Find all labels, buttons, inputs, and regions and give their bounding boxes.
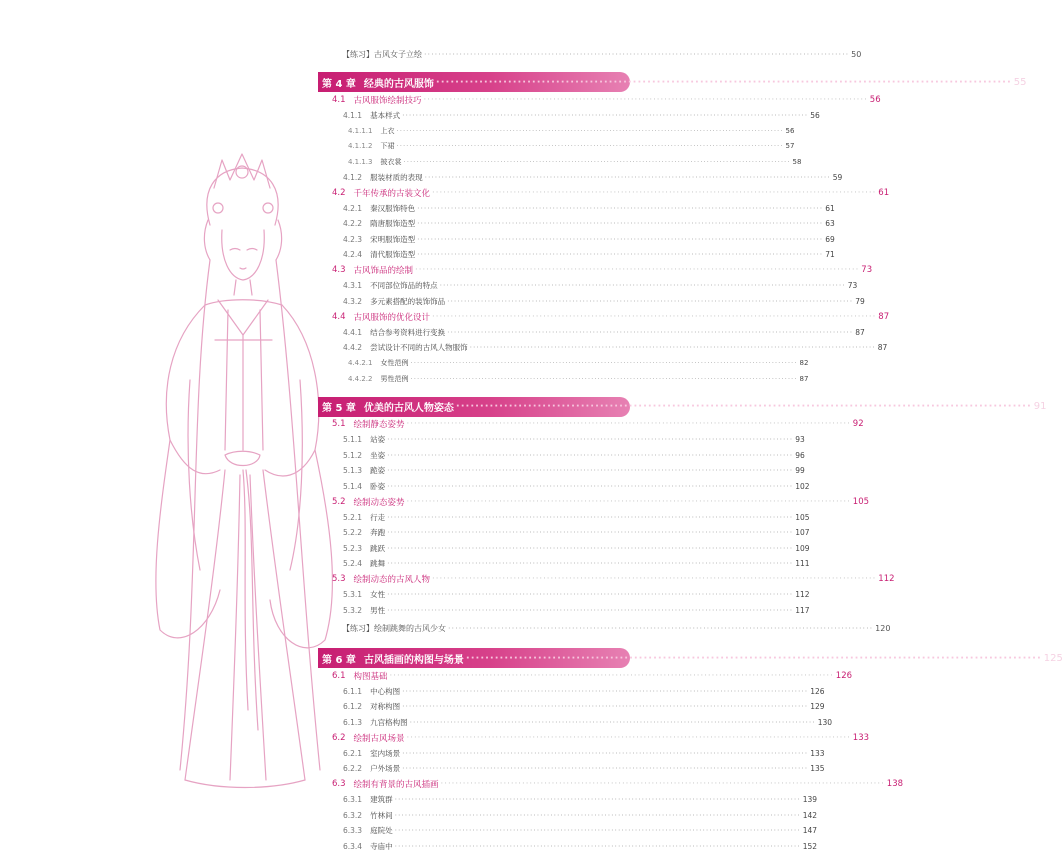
toc-entry-page-number: 105 (853, 497, 869, 507)
toc-entry-title: 卧姿 (370, 481, 385, 492)
toc-entry-number: 6.3.2 (343, 811, 362, 820)
toc-entry-title: 站姿 (370, 434, 385, 445)
toc-sub-entry[interactable] (318, 525, 630, 541)
toc-entry-title: 千年传承的古装文化 (354, 187, 431, 199)
toc-entry-number: 4.2.3 (343, 235, 362, 244)
toc-sub-entry[interactable] (318, 340, 630, 356)
dot-leader: ························································································································ (395, 842, 801, 851)
toc-entry-page-number: 79 (855, 297, 865, 306)
toc-entry-title: 古风服饰的优化设计 (354, 311, 431, 323)
toc-entry-page-number: 126 (810, 687, 824, 696)
toc-entry-title: 绘制动态的古风人物 (354, 573, 431, 585)
toc-entry-page-number: 107 (795, 528, 809, 537)
toc-entry-title: 绘制静态姿势 (354, 418, 405, 430)
toc-entry-number: 5.2 (332, 497, 346, 507)
toc-sub-entry[interactable] (318, 603, 630, 619)
toc-entry-number: 4.2.2 (343, 219, 362, 228)
toc-entry-number: 4.1 (332, 95, 346, 105)
toc-entry-page-number: 99 (795, 466, 805, 475)
toc-entry-page-number: 133 (853, 733, 869, 743)
toc-entry-page-number: 87 (878, 343, 888, 352)
toc-entry-title: 【练习】古风女子立绘 (342, 49, 422, 60)
toc-entry-title: 不同部位饰品的特点 (370, 280, 438, 291)
toc-entry-number: 6.3.4 (343, 842, 362, 851)
toc-entry-page-number: 56 (786, 127, 795, 135)
toc-entry-number: 4.1.1.1 (348, 127, 373, 135)
toc-entry-number: 第 6 章 (322, 651, 356, 666)
toc-entry-page-number: 92 (853, 419, 864, 429)
toc-sub-entry[interactable] (318, 715, 630, 731)
toc-entry-number: 6.1 (332, 671, 346, 681)
toc-entry-number: 第 5 章 (322, 399, 356, 414)
toc-entry-title: 女性范例 (381, 358, 409, 368)
toc-entry-number: 5.1.3 (343, 466, 362, 475)
toc-entry-number: 4.1.1.2 (348, 142, 373, 150)
toc-entry-title: 跳舞 (370, 558, 385, 569)
toc-sub-entry[interactable] (318, 684, 630, 700)
dot-leader: ························································································································ (470, 343, 876, 352)
toc-entry-number: 4.3.1 (343, 281, 362, 290)
toc-entry-page-number: 112 (795, 590, 809, 599)
toc-entry-title: 九宫格构图 (370, 717, 408, 728)
toc-entry-title: 经典的古风服饰 (364, 75, 434, 90)
toc-entry-number: 6.2.2 (343, 764, 362, 773)
toc-entry-number: 6.2.1 (343, 749, 362, 758)
toc-entry-number: 4.3 (332, 265, 346, 275)
toc-entry-title: 古风插画的构图与场景 (364, 651, 464, 666)
dot-leader: ························································································································ (395, 811, 801, 820)
toc-entry-title: 行走 (370, 512, 385, 523)
toc-entry-title: 建筑群 (370, 794, 393, 805)
toc-entry-page-number: 139 (803, 795, 817, 804)
toc-entry-title: 奔跑 (370, 527, 385, 538)
dot-leader: ························································································································ (387, 482, 793, 491)
toc-entry-number: 4.4.2.2 (348, 375, 373, 383)
toc-entry-number: 4.4.1 (343, 328, 362, 337)
dot-leader: ························································································································ (410, 718, 816, 727)
toc-subsub-entry[interactable] (318, 371, 630, 387)
toc-entry-page-number: 82 (800, 359, 809, 367)
dot-leader: ························································································································ (402, 749, 808, 758)
toc-entry-page-number: 129 (810, 702, 824, 711)
toc-entry-page-number: 102 (795, 482, 809, 491)
toc-entry-title: 尝试设计不同的古风人物服饰 (370, 342, 468, 353)
toc-entry-title: 跳跃 (370, 543, 385, 554)
dot-leader: ························································································································ (404, 158, 791, 166)
toc-entry-page-number: 87 (878, 312, 889, 322)
toc-entry-number: 4.4 (332, 312, 346, 322)
toc-sub-entry[interactable] (318, 699, 630, 715)
toc-entry-number: 4.1.1.3 (348, 158, 373, 166)
toc-entry-title: 庭院处 (370, 825, 393, 836)
table-of-contents (318, 44, 630, 854)
toc-entry-page-number: 133 (810, 749, 824, 758)
toc-entry-number: 6.1.2 (343, 702, 362, 711)
toc-sub-entry[interactable] (318, 587, 630, 603)
toc-entry-page-number: 105 (795, 513, 809, 522)
dot-leader: ························································································································ (411, 359, 798, 367)
dot-leader: ························································································································ (425, 173, 831, 182)
toc-entry-title: 多元素搭配的装饰饰品 (370, 296, 445, 307)
dot-leader: ························································································································ (387, 528, 793, 537)
dot-leader: ························································································································ (387, 590, 793, 599)
toc-entry-number: 4.2.4 (343, 250, 362, 259)
toc-entry-title: 结合参考资料进行变换 (370, 327, 445, 338)
dot-leader: ························································································································ (397, 142, 784, 150)
dot-leader: ························································································································ (407, 497, 851, 507)
dot-leader: ························································································································ (407, 419, 851, 429)
toc-practice-entry[interactable] (318, 618, 630, 638)
dot-leader: ························································································································ (441, 779, 885, 789)
toc-sub-entry[interactable] (318, 232, 630, 248)
toc-entry-title: 室内场景 (370, 748, 400, 759)
toc-chapter-entry[interactable] (318, 72, 630, 92)
toc-entry-title: 男性范例 (381, 374, 409, 384)
toc-sub-entry[interactable] (318, 448, 630, 464)
dot-leader: ························································································································ (417, 219, 823, 228)
dot-leader: ························································································································ (424, 95, 868, 105)
toc-sub-entry[interactable] (318, 247, 630, 263)
dot-leader: ························································································································ (387, 466, 793, 475)
toc-entry-page-number: 61 (825, 204, 835, 213)
toc-entry-page-number: 50 (851, 50, 861, 59)
dot-leader: ························································································································ (448, 624, 873, 633)
toc-sub-entry[interactable] (318, 792, 630, 808)
toc-entry-page-number: 58 (793, 158, 802, 166)
dot-leader: ························································································································ (395, 795, 801, 804)
toc-entry-page-number: 135 (810, 764, 824, 773)
toc-entry-number: 5.2.1 (343, 513, 362, 522)
toc-entry-title: 优美的古风人物姿态 (364, 399, 454, 414)
toc-entry-page-number: 138 (887, 779, 903, 789)
toc-entry-page-number: 69 (825, 235, 835, 244)
toc-entry-title: 中心构图 (370, 686, 400, 697)
toc-entry-title: 秦汉服饰特色 (370, 203, 415, 214)
toc-entry-page-number: 61 (878, 188, 889, 198)
toc-entry-page-number: 147 (803, 826, 817, 835)
toc-sub-entry[interactable] (318, 278, 630, 294)
toc-entry-number: 5.1 (332, 419, 346, 429)
toc-sub-entry[interactable] (318, 294, 630, 310)
dot-leader: ························································································································ (447, 328, 853, 337)
toc-entry-number: 5.3 (332, 574, 346, 584)
toc-entry-title: 绘制有背景的古风插画 (354, 778, 439, 790)
toc-entry-page-number: 93 (795, 435, 805, 444)
toc-section-entry[interactable] (318, 185, 630, 201)
dot-leader: ························································································································ (387, 544, 793, 553)
toc-entry-number: 6.3 (332, 779, 346, 789)
dot-leader: ························································································································ (387, 435, 793, 444)
dot-leader: ························································································································ (395, 826, 801, 835)
toc-entry-title: 对称构图 (370, 701, 400, 712)
toc-sub-entry[interactable] (318, 556, 630, 572)
toc-entry-page-number: 71 (825, 250, 835, 259)
toc-entry-number: 6.2 (332, 733, 346, 743)
ancient-costume-woman-illustration (130, 150, 350, 800)
toc-entry-page-number: 109 (795, 544, 809, 553)
toc-entry-page-number: 59 (833, 173, 843, 182)
toc-sub-entry[interactable] (318, 823, 630, 839)
toc-entry-number: 4.1.1 (343, 111, 362, 120)
toc-sub-entry[interactable] (318, 463, 630, 479)
toc-entry-title: 竹林间 (370, 810, 393, 821)
dot-leader: ························································································································ (436, 77, 1012, 88)
dot-leader: ························································································································ (387, 559, 793, 568)
toc-section-entry[interactable] (318, 494, 630, 510)
toc-entry-title: 女性 (370, 589, 385, 600)
toc-entry-page-number: 126 (836, 671, 852, 681)
toc-entry-title: 服装材质的表现 (370, 172, 423, 183)
toc-entry-page-number: 55 (1014, 77, 1027, 88)
toc-entry-page-number: 112 (878, 574, 894, 584)
toc-entry-title: 上衣 (381, 126, 395, 136)
toc-section-entry[interactable] (318, 417, 630, 433)
toc-entry-title: 绘制动态姿势 (354, 496, 405, 508)
toc-entry-title: 披衣裳 (381, 157, 402, 167)
dot-leader: ························································································································ (407, 733, 851, 743)
toc-entry-page-number: 73 (848, 281, 858, 290)
toc-section-entry[interactable] (318, 668, 630, 684)
toc-entry-number: 5.1.2 (343, 451, 362, 460)
dot-leader: ························································································································ (387, 513, 793, 522)
toc-entry-title: 【练习】绘制跳舞的古风少女 (342, 623, 446, 634)
toc-entry-number: 4.2 (332, 188, 346, 198)
toc-sub-entry[interactable] (318, 108, 630, 124)
dot-leader: ························································································································ (402, 687, 808, 696)
dot-leader: ························································································································ (417, 235, 823, 244)
dot-leader: ························································································································ (417, 250, 823, 259)
toc-sub-entry[interactable] (318, 510, 630, 526)
dot-leader: ························································································································ (402, 702, 808, 711)
toc-entry-number: 4.3.2 (343, 297, 362, 306)
toc-section-entry[interactable] (318, 730, 630, 746)
toc-entry-number: 4.1.2 (343, 173, 362, 182)
toc-sub-entry[interactable] (318, 746, 630, 762)
toc-entry-title: 寺庙中 (370, 841, 393, 852)
toc-entry-title: 跪姿 (370, 465, 385, 476)
toc-entry-title: 户外场景 (370, 763, 400, 774)
toc-entry-number: 4.2.1 (343, 204, 362, 213)
toc-entry-page-number: 152 (803, 842, 817, 851)
toc-entry-page-number: 56 (810, 111, 820, 120)
toc-entry-page-number: 130 (818, 718, 832, 727)
toc-entry-title: 构图基础 (354, 670, 388, 682)
toc-entry-number: 5.1.1 (343, 435, 362, 444)
dot-leader: ························································································································ (432, 574, 876, 584)
toc-chapter-entry[interactable] (318, 397, 630, 417)
toc-entry-page-number: 111 (795, 559, 809, 568)
toc-entry-title: 坐姿 (370, 450, 385, 461)
toc-entry-title: 基本样式 (370, 110, 400, 121)
dot-leader: ························································································································ (387, 606, 793, 615)
dot-leader: ························································································································ (447, 297, 853, 306)
toc-entry-title: 男性 (370, 605, 385, 616)
toc-sub-entry[interactable] (318, 839, 630, 854)
toc-entry-page-number: 57 (786, 142, 795, 150)
dot-leader: ························································································································ (432, 188, 876, 198)
toc-entry-title: 隋唐服饰造型 (370, 218, 415, 229)
toc-practice-entry[interactable] (318, 44, 630, 64)
toc-sub-entry[interactable] (318, 170, 630, 186)
toc-entry-page-number: 73 (861, 265, 872, 275)
dot-leader: ························································································································ (424, 50, 849, 59)
toc-sub-entry[interactable] (318, 479, 630, 495)
toc-entry-title: 古风服饰绘制技巧 (354, 94, 422, 106)
toc-section-entry[interactable] (318, 572, 630, 588)
toc-sub-entry[interactable] (318, 761, 630, 777)
dot-leader: ························································································································ (387, 451, 793, 460)
toc-entry-page-number: 87 (855, 328, 865, 337)
toc-entry-number: 5.2.2 (343, 528, 362, 537)
toc-entry-number: 6.1.1 (343, 687, 362, 696)
dot-leader: ························································································································ (390, 671, 834, 681)
dot-leader: ························································································································ (397, 127, 784, 135)
dot-leader: ························································································································ (417, 204, 823, 213)
toc-sub-entry[interactable] (318, 201, 630, 217)
dot-leader: ························································································································ (415, 265, 859, 275)
toc-entry-number: 5.3.1 (343, 590, 362, 599)
toc-subsub-entry[interactable] (318, 139, 630, 155)
toc-entry-page-number: 120 (875, 624, 890, 633)
dot-leader: ························································································································ (456, 401, 1032, 412)
toc-sub-entry[interactable] (318, 216, 630, 232)
toc-entry-title: 下裙 (381, 141, 395, 151)
toc-section-entry[interactable] (318, 263, 630, 279)
dot-leader: ························································································································ (411, 375, 798, 383)
toc-entry-page-number: 91 (1034, 401, 1047, 412)
toc-subsub-entry[interactable] (318, 356, 630, 372)
dot-leader: ························································································································ (432, 312, 876, 322)
toc-entry-page-number: 125 (1044, 653, 1063, 664)
toc-entry-number: 5.3.2 (343, 606, 362, 615)
toc-sub-entry[interactable] (318, 808, 630, 824)
toc-entry-number: 5.1.4 (343, 482, 362, 491)
toc-subsub-entry[interactable] (318, 154, 630, 170)
dot-leader: ························································································································ (402, 111, 808, 120)
dot-leader: ························································································································ (402, 764, 808, 773)
toc-subsub-entry[interactable] (318, 123, 630, 139)
dot-leader: ························································································································ (466, 653, 1042, 664)
toc-entry-title: 宋明服饰造型 (370, 234, 415, 245)
toc-sub-entry[interactable] (318, 541, 630, 557)
toc-entry-page-number: 87 (800, 375, 809, 383)
toc-entry-title: 绘制古风场景 (354, 732, 405, 744)
toc-entry-number: 6.1.3 (343, 718, 362, 727)
toc-entry-title: 古风饰品的绘制 (354, 264, 414, 276)
toc-section-entry[interactable] (318, 92, 630, 108)
toc-section-entry[interactable] (318, 777, 630, 793)
toc-entry-number: 4.4.2.1 (348, 359, 373, 367)
toc-entry-page-number: 63 (825, 219, 835, 228)
toc-entry-number: 5.2.3 (343, 544, 362, 553)
toc-entry-number: 5.2.4 (343, 559, 362, 568)
toc-entry-page-number: 117 (795, 606, 809, 615)
toc-entry-number: 6.3.1 (343, 795, 362, 804)
toc-entry-number: 4.4.2 (343, 343, 362, 352)
dot-leader: ························································································································ (440, 281, 846, 290)
toc-chapter-entry[interactable] (318, 648, 630, 668)
toc-entry-number: 第 4 章 (322, 75, 356, 90)
toc-entry-page-number: 56 (870, 95, 881, 105)
toc-entry-page-number: 142 (803, 811, 817, 820)
toc-section-entry[interactable] (318, 309, 630, 325)
toc-entry-number: 6.3.3 (343, 826, 362, 835)
toc-sub-entry[interactable] (318, 325, 630, 341)
toc-entry-page-number: 96 (795, 451, 805, 460)
toc-sub-entry[interactable] (318, 432, 630, 448)
toc-entry-title: 清代服饰造型 (370, 249, 415, 260)
